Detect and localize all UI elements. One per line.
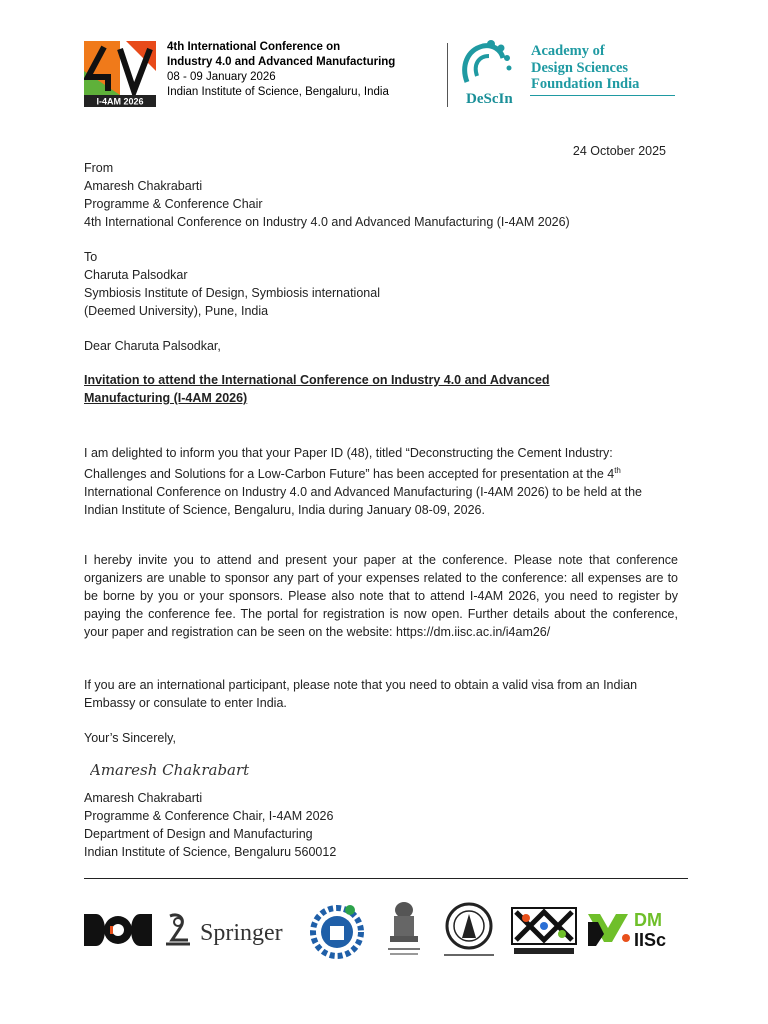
to-block bbox=[84, 248, 674, 320]
descin-logo-icon bbox=[459, 36, 519, 88]
signatory-block bbox=[84, 789, 674, 861]
conference-dates: 08 - 09 January 2026 bbox=[167, 71, 276, 83]
paragraph-visa: If you are an international participant, please note that you need to obtain a valid visa from an Indian Embassy or consulate to enter India. bbox=[84, 678, 638, 710]
dm-wordmark: DM bbox=[634, 910, 662, 930]
paragraph-acceptance bbox=[84, 444, 670, 519]
gear-emblem-logo bbox=[304, 898, 370, 962]
academy-line2: Design Sciences bbox=[531, 59, 629, 76]
salutation: Dear Charuta Palsodkar, bbox=[84, 339, 221, 353]
dm-iisc-logo bbox=[586, 898, 686, 962]
from-block bbox=[84, 159, 674, 231]
from-name: Amaresh Chakrabarti bbox=[84, 179, 203, 193]
footer-divider bbox=[84, 878, 688, 879]
ordinal-suffix: th bbox=[614, 466, 621, 475]
to-institution-line1: Symbiosis Institute of Design, Symbiosis international bbox=[84, 286, 380, 300]
to-institution-line2: (Deemed University), Pune, India bbox=[84, 304, 269, 318]
springer-logo bbox=[160, 898, 296, 962]
subject-line2: Manufacturing (I-4AM 2026) bbox=[84, 391, 248, 405]
conference-logo bbox=[84, 41, 156, 107]
paragraph-invitation: I hereby invite you to attend and present your paper at the conference. Please note that conference organizers are unable to sponsor any part of your expenses related to the conference: all expenses are to be borne by you or your sponsors. Please also note that to attend I-4AM 2026, you need to register by paying the conference fee. The portal for registration is now open. Further details about the conference, your paper and registration can be seen on the website: https://dm.iisc.ac.in/i4am26/ bbox=[84, 553, 678, 639]
signatory-department: Department of Design and Manufacturing bbox=[84, 827, 313, 841]
descin-wordmark: DeScIn bbox=[466, 91, 513, 107]
paragraph-acceptance-part2: International Conference on Industry 4.0 and Advanced Manufacturing (I-4AM 2026) to be held at the Indian Institute of Science, Bengaluru, India during January 08-09, 2026. bbox=[84, 485, 642, 518]
signature-text: Amaresh Chakrabarti bbox=[90, 761, 250, 779]
dod-logo bbox=[82, 898, 154, 962]
subject-line1: Invitation to attend the International Conference on Industry 4.0 and Advanced bbox=[84, 373, 550, 387]
academy-line3: Foundation India bbox=[531, 76, 640, 92]
to-label: To bbox=[84, 250, 98, 264]
from-title: Programme & Conference Chair bbox=[84, 197, 263, 211]
signatory-institution: Indian Institute of Science, Bengaluru 560012 bbox=[84, 845, 337, 859]
conference-title-line1: 4th International Conference on bbox=[167, 41, 341, 53]
conference-venue: Indian Institute of Science, Bengaluru, India bbox=[167, 86, 389, 98]
to-name: Charuta Palsodkar bbox=[84, 268, 188, 282]
paragraph-acceptance-part1: I am delighted to inform you that your Paper ID (48), titled “Deconstructing the Cement Industry: Challenges and Solutions for a Low-Carbon Future” has been accepted for presentation at the 4 bbox=[84, 446, 615, 482]
iisc-logo bbox=[438, 898, 500, 962]
letter-date: 24 October 2025 bbox=[572, 144, 666, 158]
handwritten-signature bbox=[90, 755, 250, 785]
header-divider bbox=[447, 43, 448, 107]
springer-wordmark: Springer bbox=[200, 920, 283, 946]
iisc-wordmark: IISc bbox=[634, 930, 667, 950]
letter-subject bbox=[84, 371, 684, 407]
academy-name bbox=[531, 43, 639, 93]
national-emblem-logo bbox=[380, 898, 428, 962]
academy-line1: Academy of bbox=[531, 43, 605, 59]
from-label: From bbox=[84, 161, 114, 175]
signatory-name: Amaresh Chakrabarti bbox=[84, 791, 203, 805]
conference-logo-label: I-4AM 2026 bbox=[96, 96, 144, 107]
conference-details bbox=[167, 40, 437, 100]
conference-title-line2: Industry 4.0 and Advanced Manufacturing bbox=[167, 56, 396, 68]
signatory-title: Programme & Conference Chair, I-4AM 2026 bbox=[84, 809, 334, 823]
from-conference: 4th International Conference on Industry 4.0 and Advanced Manufacturing (I-4AM 2026) bbox=[84, 215, 570, 229]
cpdm-logo bbox=[510, 898, 578, 962]
closing: Your’s Sincerely, bbox=[84, 731, 176, 745]
academy-underline bbox=[530, 95, 675, 96]
